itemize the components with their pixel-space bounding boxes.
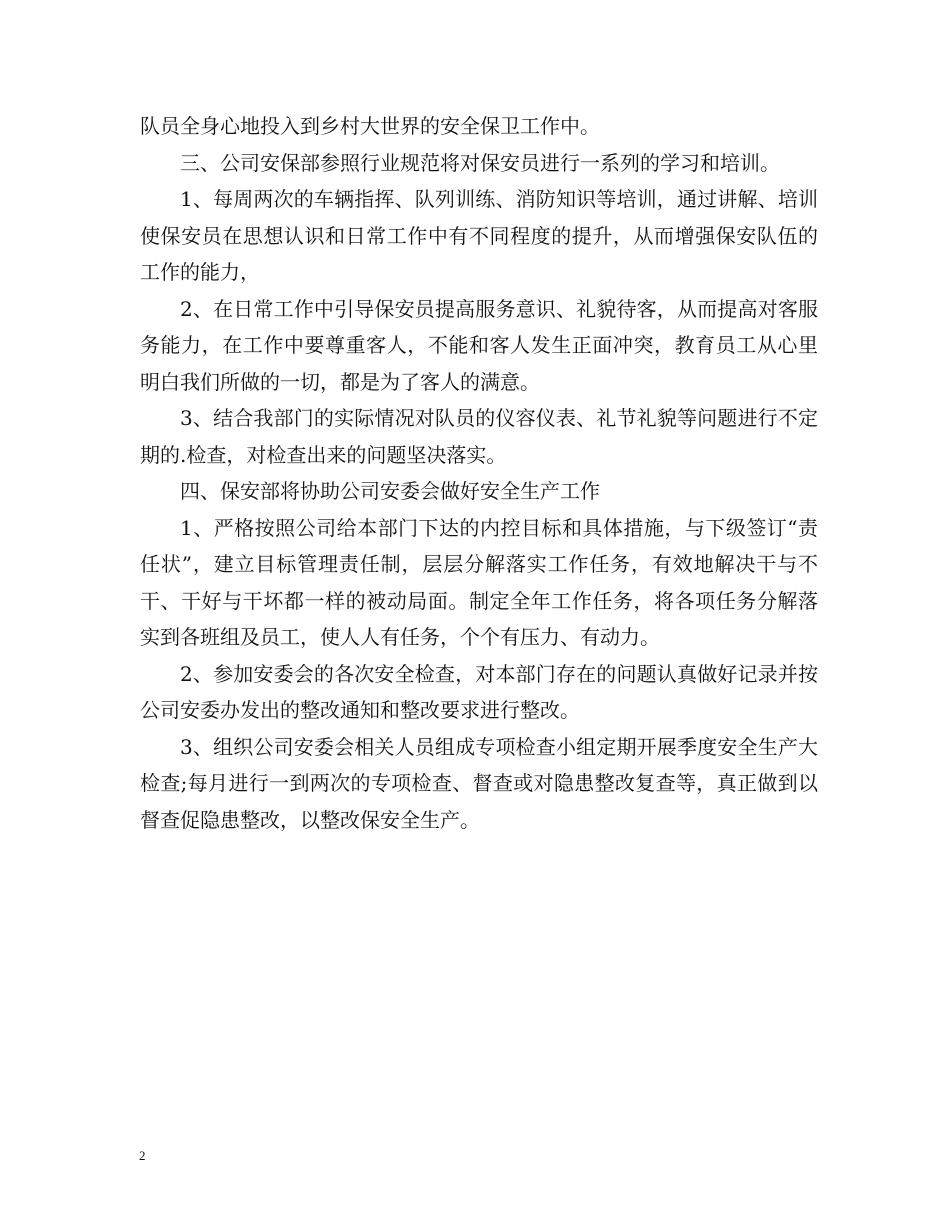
paragraph-training-item-3: 3、结合我部门的实际情况对队员的仪容仪表、礼节礼貌等问题进行不定期的.检查，对检查出来的问题坚决落实。	[140, 406, 818, 467]
paragraph-training-item-1: 1、每周两次的车辆指挥、队列训练、消防知识等培训，通过讲解、培训使保安员在思想认识和日常工作中有不同程度的提升，从而增强保安队伍的工作的能力，	[140, 187, 818, 284]
paragraph-section-three-heading: 三、公司安保部参照行业规范将对保安员进行一系列的学习和培训。	[180, 150, 780, 175]
page-number: 2	[139, 1148, 146, 1163]
document-body	[140, 108, 818, 838]
paragraph-safety-item-2: 2、参加安委会的各次安全检查，对本部门存在的问题认真做好记录并按公司安委办发出的整改通知和整改要求进行整改。	[140, 661, 818, 722]
paragraph-section-four-heading: 四、保安部将协助公司安委会做好安全生产工作	[180, 479, 600, 503]
paragraph-safety-item-3: 3、组织公司安委会相关人员组成专项检查小组定期开展季度安全生产大检查;每月进行一到两次的专项检查、督查或对隐患整改复查等，真正做到以督查促隐患整改，以整改保安全生产。	[140, 734, 818, 832]
paragraph-training-item-2: 2、在日常工作中引导保安员提高服务意识、礼貌待客，从而提高对客服务能力，在工作中要尊重客人，不能和客人发生正面冲突，教育员工从心里明白我们所做的一切，都是为了客人的满意。	[140, 296, 818, 394]
paragraph-safety-item-1: 1、严格按照公司给本部门下达的内控目标和具体措施，与下级签订“责任状”，建立目标管理责任制，层层分解落实工作任务，有效地解决干与不干、干好与干坏都一样的被动局面。制定全年工作任务，将各项任务分解落实到各班组及员工，使人人有任务，个个有压力、有动力。	[140, 515, 818, 649]
paragraph-continuation: 队员全身心地投入到乡村大世界的安全保卫工作中。	[140, 114, 600, 138]
